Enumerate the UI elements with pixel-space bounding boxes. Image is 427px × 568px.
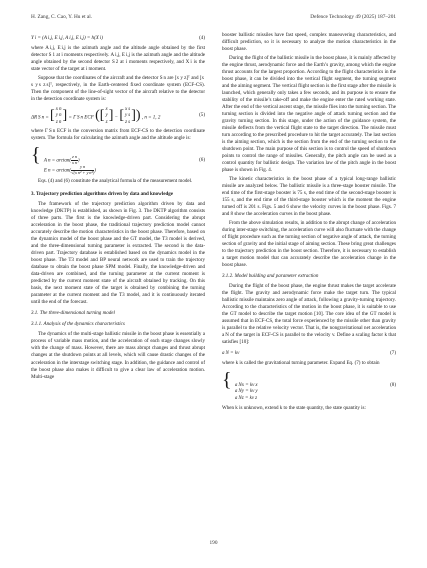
- equation-7: [222, 350, 396, 357]
- left-column: [31, 32, 205, 382]
- matrix-sensor-vector: [ x s y s z s ] ): [119, 105, 141, 125]
- paragraph: During the flight of the boost phase, the engine thrust makes the target accelerate the flight. The gravity and aerodynamic force make the target turn. The typical ballistic missile maintains zero angle of attack, following a gravity-turning trajectory. According to the characteristics of the motion in the boost phase, it is suitable to use the GT model to describe the target motion [10]. The core idea of the GT model is assumed that in ECF-CS, the total force experienced by the missile other than gravity is parallel to the relative velocity vector. That is, the nongravitational net acceleration a N of the target in ECF-CS is parallel to the velocity v. Define a scaling factor k that satisfies [10]:: [222, 283, 396, 346]
- paragraph: When k is unknown, extend k to the state quantity, the state quantity is:: [222, 405, 366, 411]
- paragraph: Eqs. (4) and (6) constitute the analytical formula of the measurement model.: [38, 178, 193, 185]
- equation-5: [31, 106, 205, 125]
- equation-8-body: { a Nx = kv x a Ny = kv y a Nz = kv z: [222, 368, 258, 402]
- paragraph: where A i,j, E i,j is the azimuth angle and the altitude angle obtained by the first detector S 1 at i moments respectively. A i,j, E i,j is the azimuth angle and the altitude angle obtained by the second detector S 2 at i moments respectively, and X i is the state vector of the target at i moment.: [31, 45, 205, 73]
- equation-number: (7): [390, 349, 396, 356]
- equation-number: (5): [199, 112, 205, 118]
- equation-6: [31, 145, 205, 175]
- running-header-journal[interactable]: Defence Technology 49 (2025) 187–201: [310, 14, 396, 20]
- equation-4-body: Y i = (A i,j, E i,j, A i,j, E i,j) = h(X i): [31, 35, 103, 41]
- right-column: [222, 32, 396, 414]
- subsection-heading-3-1-1: 3.1.1. Analysis of the dynamics characteristics: [31, 321, 125, 328]
- equation-number: (6): [199, 156, 205, 163]
- equation-5-lhs: ΔR S n =: [31, 114, 49, 121]
- matrix-detector-vector: [ x n y n z n ]: [50, 105, 68, 125]
- paragraph: The framework of the trajectory prediction algorithm driven by data and knowledge (DKTP) is established, as shown in Fig. 3. The DKTP algorithm consists of three parts. The first is the knowledge-driven part. Considering the abrupt acceleration in the boost phase, the traditional trajectory prediction model cannot accurately describe the motion characteristics in the boost phase. Therefore, based on the dynamics model of the boost phase and the GT model, the T3 model is derived, and the three-dimensional turning parameter is extracted. The second is the data-driven part. Trajectory database is established based on the dynamics model in the boost phase. The T3 model and BP neural network are used to train the trajectory database to obtain the boost phase SPM model. Finally, the knowledge-driven and data-driven are combined, and the turning parameter at the current moment is predicted by the current moment state of the aircraft obtained by tracking. On this basis, the next moment state of the target is obtained by combining the turning parameter at the current moment and the T3 model, and it is continuously iterated until the end of the forecast.: [31, 200, 205, 306]
- paragraph: where k is called the gravitational turning parameter. Expand Eq. (7) to obtain: [222, 359, 380, 366]
- paragraph: The kinetic characteristics in the boost phase of a typical long-range ballistic missile are analyzed below. The ballistic missile is a three-stage booster missile. The end time of the first-stage booster is 75 s, the end time of the second-stage booster is 155 s, and the end time of the third-stage booster which is the moment the engine turned off is 201 s. Figs. 5 and 6 show the velocity curves in the boost phase. Figs. 7 and 8 show the acceleration curves in the boost phase.: [222, 175, 396, 218]
- paragraph: From the above simulation results, in addition to the abrupt change of acceleration during inter-stage switching, the acceleration curve will also fluctuate with the change of flight procedure such as the turning section of negative angle of attack, the turning section of gravity and the initial stage of aiming section. These bring great challenges to the trajectory prediction in the boost section. Therefore, it is necessary to establish a target motion model that can accurately describe the acceleration change in the boost phase.: [222, 219, 396, 268]
- section-heading-3: 3. Trajectory prediction algorithms driven by data and knowledge: [31, 190, 174, 197]
- equation-4: [31, 35, 205, 42]
- equation-5-transform: = Γ S n ECF: [68, 114, 94, 121]
- equation-7-body: a N = kv: [222, 349, 240, 356]
- equation-6-body: { A n = arctan( $\frac{\text{z n}}{\text{x n}}$ ) E n = arctan( $\frac{\text{y n}}{\text{√(x n² + y n²)}}$ ): [31, 144, 96, 175]
- matrix-target-vector: ( [ x y z ]: [95, 105, 114, 125]
- page-number: 190: [209, 540, 218, 546]
- equation-5-condition: , n = 1, 2: [141, 114, 161, 121]
- equation-5-body: ΔR S n = [ x n y n z n ] = Γ S n ECF ( [ x y z ] − [ x s y s z s ] ) , n = 1, 2: [31, 105, 161, 125]
- paragraph: During the flight of the ballistic missile in the boost phase, it is mainly affected by the engine thrust, aerodynamic force and the Earth’s gravity, among which the engine thrust accounts for the largest proportion. According to the flight characteristics in the boost phase, it can be divided into the vertical flight segment, the turning segment and the aiming segment. The vertical flight section is the first stage after the missile is launched, which generally only takes a few seconds, and its purpose is to ensure the stability of the missile’s take-off and make the engine enter the rated working state. After the end of the vertical ascent stage, the missile flies into the turning section. The turning section is divided into the negative angle of attack turning section and the gravity turning section. In this stage, under the action of the guidance system, the missile deflects from the vertical flight state to the target direction. The missile must turn according to the prescribed procedure to hit the target accurately. The last section is the aiming section, which is the section from the end of the turning section to the shutdown point. The main purpose of this section is to control the speed of shutdown points to control the range of missiles. Generally, the pitch angle can be used as a control quantity for ballistic design. The variation law of the pitch angle in the boost phase is shown in Fig. 4.: [222, 54, 396, 174]
- subsection-heading-3-1-2: 3.1.2. Model building and parameter extraction: [222, 273, 319, 280]
- equation-number: (4): [199, 35, 205, 41]
- equation-8: [222, 370, 396, 402]
- paragraph: Suppose that the coordinates of the aircraft and the detector S n are [x y z]ᵀ and [x s y s z s]ᵀ, respectively, in the Earth-centered fixed coordinate system (ECF-CS). Then the component of the line-of-sight vector of the aircraft relative to the detector in the detection coordinate system is:: [31, 74, 205, 102]
- paragraph: where Γ S n ECF is the conversion matrix from ECF-CS to the detection coordinate system. The formula for calculating the azimuth angle and the altitude angle is:: [31, 128, 205, 142]
- equation-number: (8): [390, 382, 396, 389]
- paragraph: booster ballistic missiles have fast speed, complex maneuvering characteristics, and difficult prediction, so it is necessary to analyze the motion characteristics in the boost phase.: [222, 32, 396, 53]
- subsection-heading-3-1: 3.1. The three-dimensional turning model: [31, 310, 115, 317]
- running-header-authors: H. Zang, C. Cao, Y. Hu et al.: [31, 14, 93, 20]
- paragraph: The dynamics of the multi-stage ballistic missile in the boost phase is essentially a process of variable mass motion, and the acceleration of each stage changes slowly with the change of mass. However, there are mass abrupt changes and thrust abrupt changes at the shutdown points at all levels, which will cause drastic changes of the acceleration in the interstage switching stage. In addition, the guidance and control of the boost phase also makes it difficult to give a clear law of acceleration motion. Multi-stage: [31, 331, 205, 380]
